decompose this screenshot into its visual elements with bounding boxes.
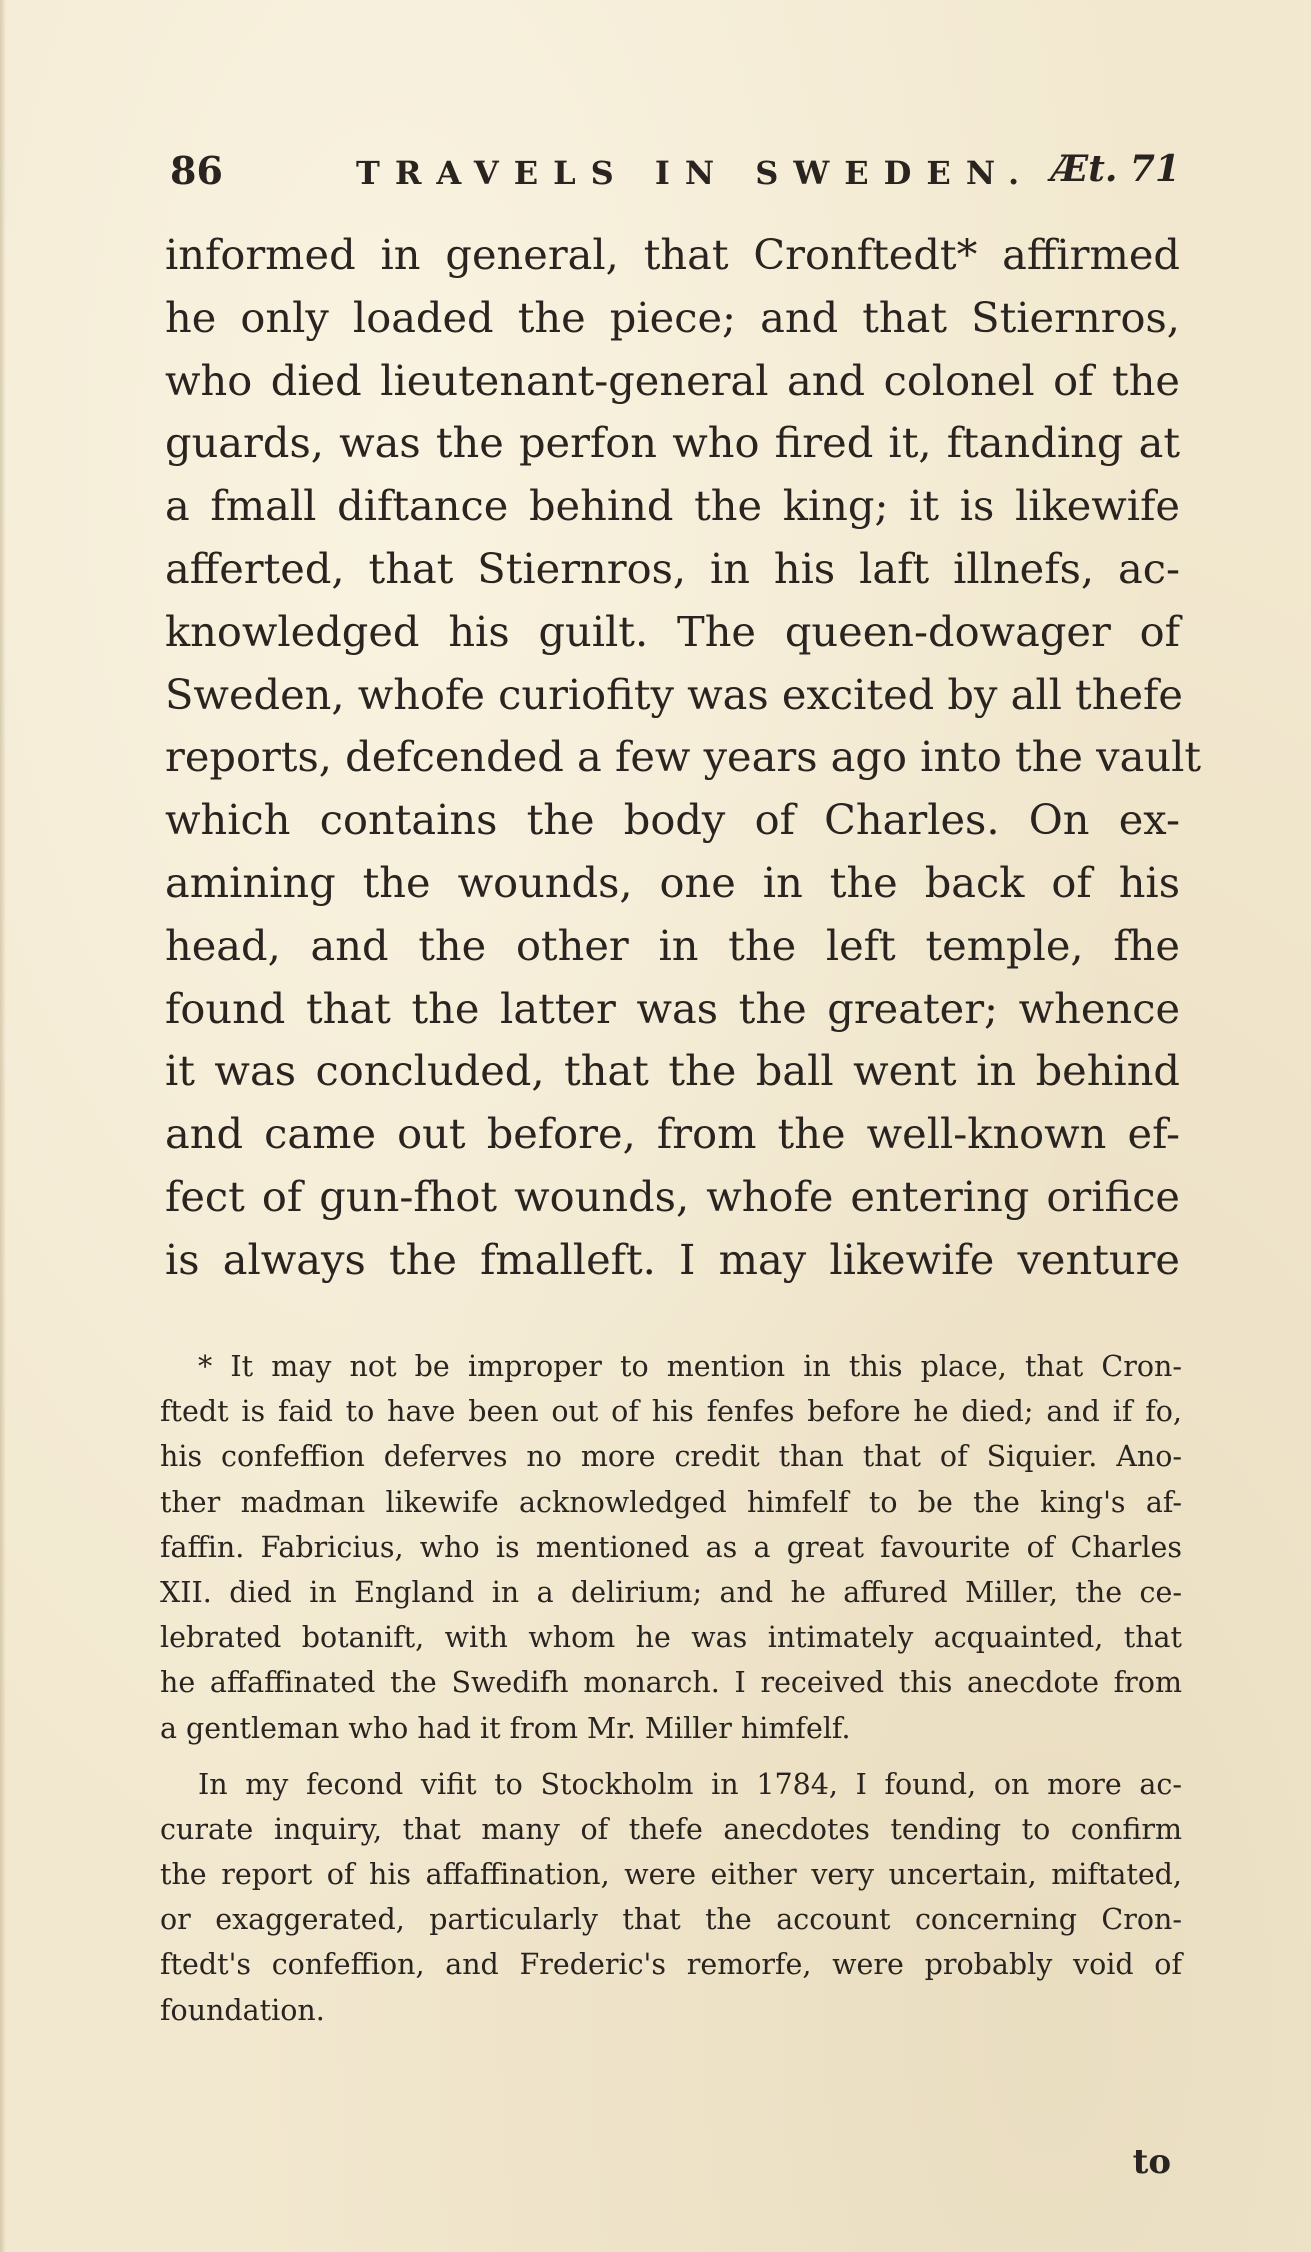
text-line: informed in general, that Cronftedt* affirmed <box>165 230 1180 279</box>
text-line: is always the fmalleft. I may likewife venture <box>165 1234 1180 1284</box>
text-line: afferted, that Stiernros, in his laft illnefs, ac- <box>165 543 1180 593</box>
footnote-line: the report of his affaffination, were either very uncertain, miftated, <box>160 1858 1182 1892</box>
text-line: found that the latter was the greater; whence <box>165 983 1180 1033</box>
footnote-line: curate inquiry, that many of thefe anecdotes tending to confirm <box>160 1812 1182 1846</box>
text-line: guards, was the perfon who fired it, ftanding at <box>165 418 1180 468</box>
text-line: he only loaded the piece; and that Stiernros, <box>165 292 1180 342</box>
text-line: Sweden, whofe curiofity was excited by all thefe <box>165 669 1183 719</box>
text-line: who died lieutenant-general and colonel of the <box>165 355 1180 405</box>
text-line: knowledged his guilt. The queen-dowager of <box>165 606 1180 656</box>
footnote-gap <box>160 1751 1182 1762</box>
footnote-line: * It may not be improper to mention in this place, that Cron- <box>198 1350 1182 1383</box>
running-title: TRAVELS IN SWEDEN. <box>356 154 1035 192</box>
footnote-line: his confeffion deferves no more credit than that of Siquier. Ano- <box>160 1440 1182 1474</box>
footnote-line: XII. died in England in a delirium; and he affured Miller, the ce- <box>160 1575 1182 1609</box>
footnotes <box>160 1344 1182 2033</box>
text-line: head, and the other in the left temple, fhe <box>165 920 1180 970</box>
page-number: 86 <box>170 148 223 193</box>
footnote-line: ther madman likewife acknowledged himfelf to be the king's af- <box>160 1485 1182 1519</box>
text-line: it was concluded, that the ball went in behind <box>165 1046 1180 1096</box>
main-text <box>165 224 1202 1292</box>
footnote-line: faffin. Fabricius, who is mentioned as a great favourite of Charles <box>160 1530 1182 1564</box>
text-line: which contains the body of Charles. On ex- <box>165 795 1180 845</box>
footnote-line: or exaggerated, particularly that the account concerning Cron- <box>160 1903 1182 1937</box>
running-head <box>170 148 1180 198</box>
text-line: a fmall diftance behind the king; it is likewife <box>165 481 1180 531</box>
text-line: and came out before, from the well-known ef- <box>165 1109 1180 1159</box>
catchword: to <box>1132 2142 1171 2182</box>
footnote-line: ftedt's confeffion, and Frederic's remorfe, were probably void of <box>160 1948 1182 1982</box>
footnote-line: a gentleman who had it from Mr. Miller himfelf. <box>160 1711 851 1745</box>
footnote-line: he affaffinated the Swedifh monarch. I received this anecdote from <box>160 1666 1182 1700</box>
text-line: amining the wounds, one in the back of his <box>165 857 1180 907</box>
page-edge-shadow <box>0 0 6 2252</box>
footnote-line: lebrated botanift, with whom he was intimately acquainted, that <box>160 1621 1182 1655</box>
text-line: reports, defcended a few years ago into the vault <box>165 732 1202 782</box>
text-line: fect of gun-fhot wounds, whofe entering orifice <box>165 1171 1180 1221</box>
running-head-year: Æt. 71 <box>1050 148 1180 190</box>
footnote-line: foundation. <box>160 1993 325 2027</box>
footnote-line: ftedt is faid to have been out of his fenfes before he died; and if fo, <box>160 1395 1182 1429</box>
footnote-line: In my fecond vifit to Stockholm in 1784, I found, on more ac- <box>198 1767 1182 1801</box>
